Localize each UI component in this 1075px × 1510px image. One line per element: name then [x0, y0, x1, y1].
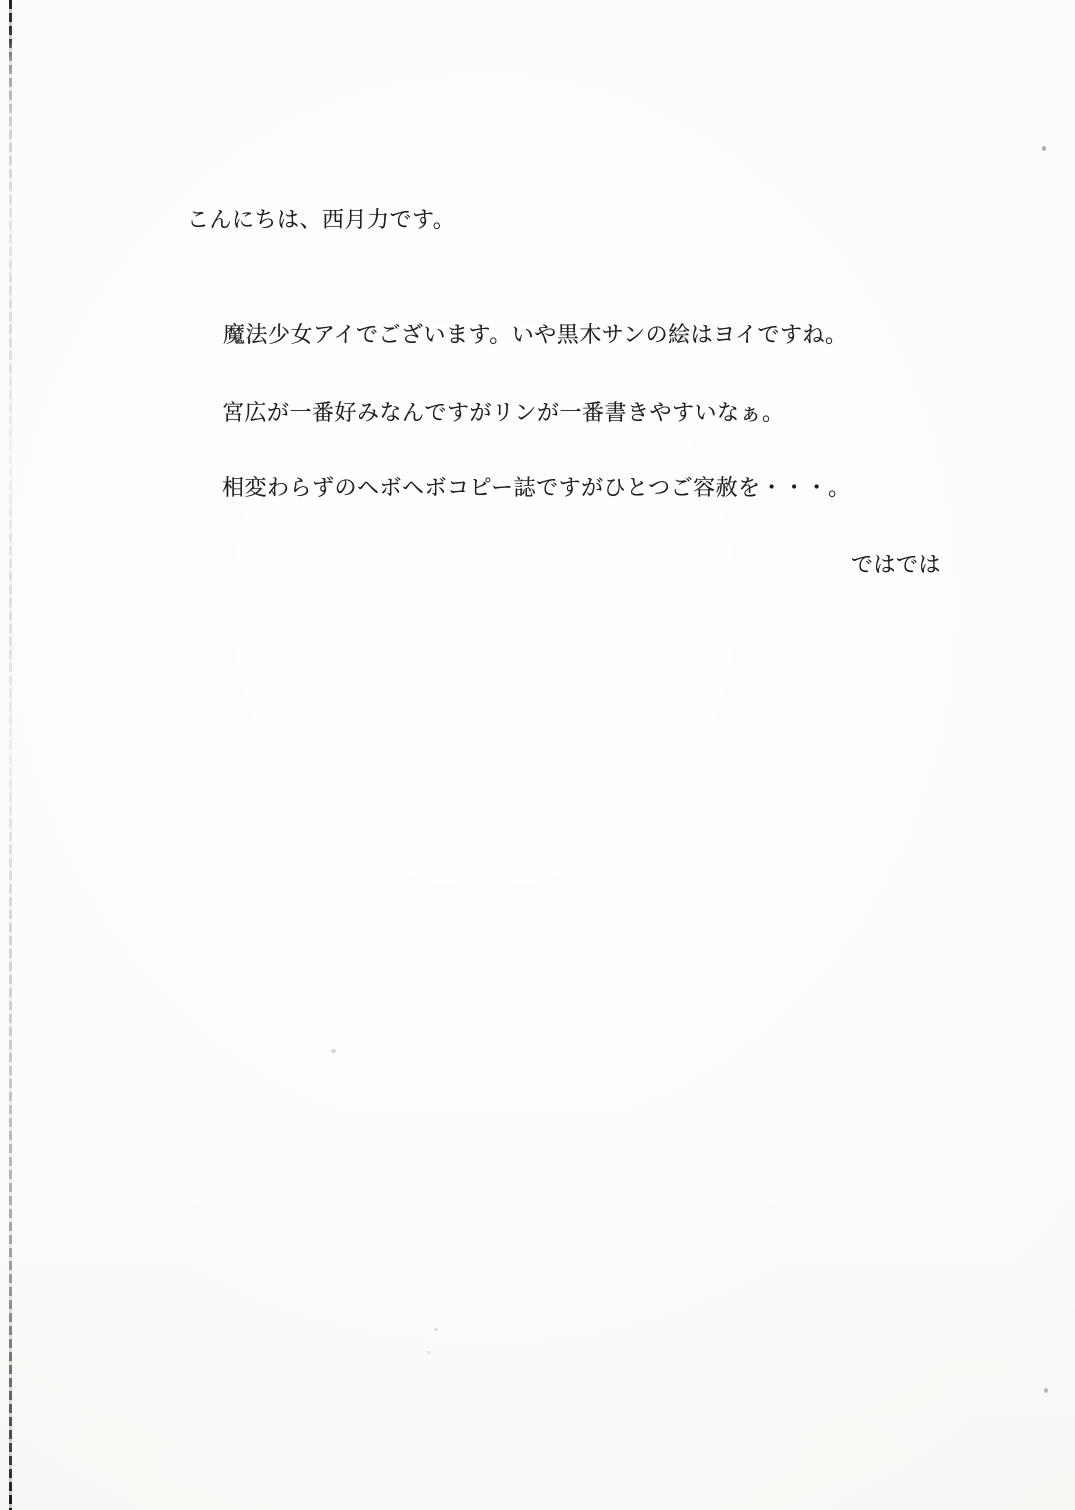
scan-speck: [331, 1049, 336, 1053]
paragraph-line-2: 宮広が一番好みなんですがリンが一番書きやすいなぁ。: [222, 401, 785, 426]
scan-speck: [1044, 1388, 1048, 1393]
scan-speck: [427, 1351, 430, 1354]
scan-speck: [434, 1328, 438, 1331]
scan-speck: [1042, 146, 1046, 151]
signoff-line: ではでは: [851, 553, 942, 578]
paragraph-line-3: 相変わらずのヘボヘボコピー誌ですがひとつご容赦を・・・。: [222, 476, 851, 501]
paragraph-line-1: 魔法少女アイでございます。いや黒木サンの絵はヨイですね。: [223, 323, 848, 348]
scanner-artifact-line: [9, 0, 12, 1510]
greeting-line: こんにちは、西月力です。: [187, 208, 456, 233]
